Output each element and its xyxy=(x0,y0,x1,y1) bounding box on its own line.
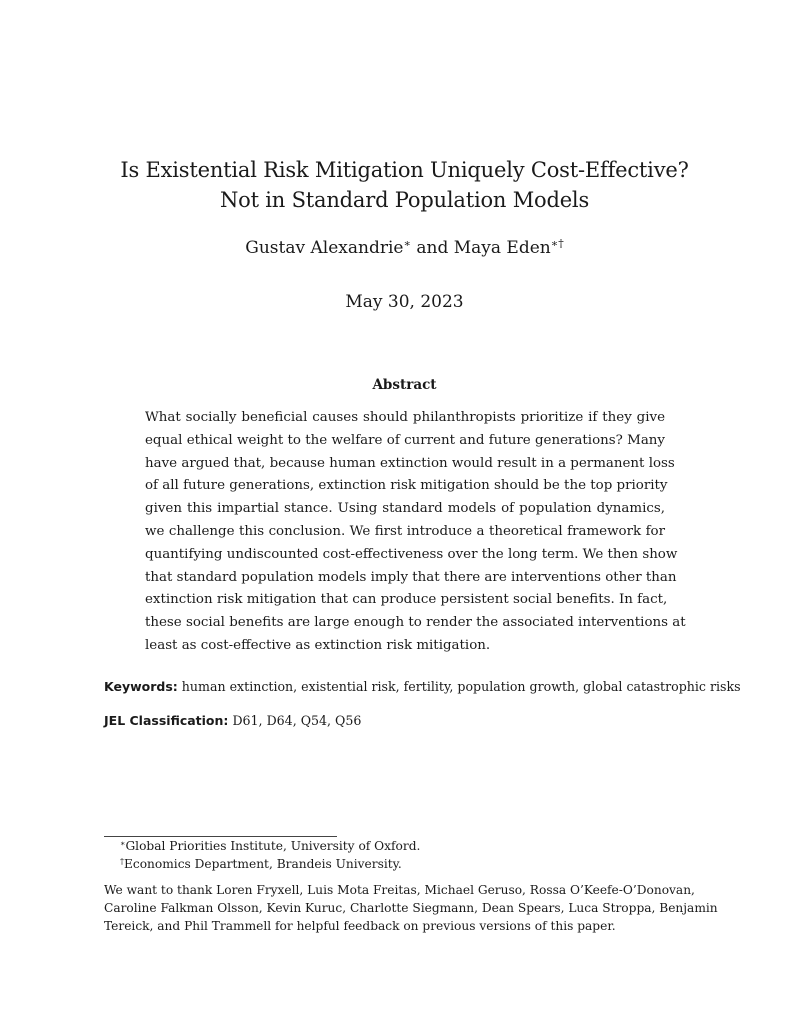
author-affiliation-mark: ∗ xyxy=(403,237,411,250)
keywords-value: human extinction, existential risk, fertility, population growth, global catastrophic risks xyxy=(181,679,741,694)
abstract-line: quantifying undiscounted cost-effectiveness over the long term. We then show xyxy=(145,546,678,562)
abstract-line: these social benefits are large enough to render the associated interventions at xyxy=(145,615,686,631)
abstract-body xyxy=(145,407,686,658)
abstract-line: have argued that, because human extinction would result in a permanent loss xyxy=(145,455,675,471)
jel-value: D61, D64, Q54, Q56 xyxy=(232,713,362,728)
author-connector: and xyxy=(416,238,449,258)
footnote-item xyxy=(120,837,420,855)
footnote-text: Global Priorities Institute, University of Oxford. xyxy=(125,839,421,853)
abstract-line: of all future generations, extinction risk mitigation should be the top priority xyxy=(145,478,668,494)
keywords-label: Keywords: xyxy=(104,679,178,694)
jel-classification-row xyxy=(104,711,704,731)
footnote-mark: ∗ xyxy=(120,839,126,848)
abstract-line: What socially beneficial causes should philanthropists prioritize if they give xyxy=(145,410,665,425)
author-name: Maya Eden xyxy=(453,238,551,258)
abstract-line: extinction risk mitigation that can produce persistent social benefits. In fact, xyxy=(145,592,668,608)
footnotes xyxy=(120,837,420,873)
footnote-text: Economics Department, Brandeis University. xyxy=(124,857,402,871)
abstract-line: equal ethical weight to the welfare of current and future generations? Many xyxy=(145,432,665,448)
paper-title xyxy=(0,155,809,215)
abstract-line: least as cost-effective as extinction risk mitigation. xyxy=(145,637,491,653)
author-list xyxy=(0,236,809,260)
acknowledgments-line: Tereick, and Phil Trammell for helpful feedback on previous versions of this paper. xyxy=(104,919,616,933)
acknowledgments-line: We want to thank Loren Fryxell, Luis Mota Freitas, Michael Geruso, Rossa O’Keefe-O’Donovan, xyxy=(104,883,695,897)
acknowledgments-line: Caroline Falkman Olsson, Kevin Kuruc, Charlotte Siegmann, Dean Spears, Luca Stroppa, Benjamin xyxy=(104,901,718,915)
author-name: Gustav Alexandrie xyxy=(245,238,404,258)
footnote-item xyxy=(120,855,420,873)
acknowledgments xyxy=(104,881,718,935)
keywords-row xyxy=(104,677,741,697)
footnote-mark: † xyxy=(120,857,124,866)
abstract-heading: Abstract xyxy=(372,377,437,393)
author-affiliation-mark: ∗† xyxy=(550,237,564,250)
abstract-line: that standard population models imply that there are interventions other than xyxy=(145,569,677,585)
publication-date: May 30, 2023 xyxy=(345,292,464,312)
title-line-1: Is Existential Risk Mitigation Uniquely Cost-Effective? xyxy=(120,158,689,182)
jel-label: JEL Classification: xyxy=(104,713,229,728)
title-line-2: Not in Standard Population Models xyxy=(219,188,590,212)
abstract-line: we challenge this conclusion. We first introduce a theoretical framework for xyxy=(145,523,665,539)
abstract-line: given this impartial stance. Using standard models of population dynamics, xyxy=(145,501,665,517)
